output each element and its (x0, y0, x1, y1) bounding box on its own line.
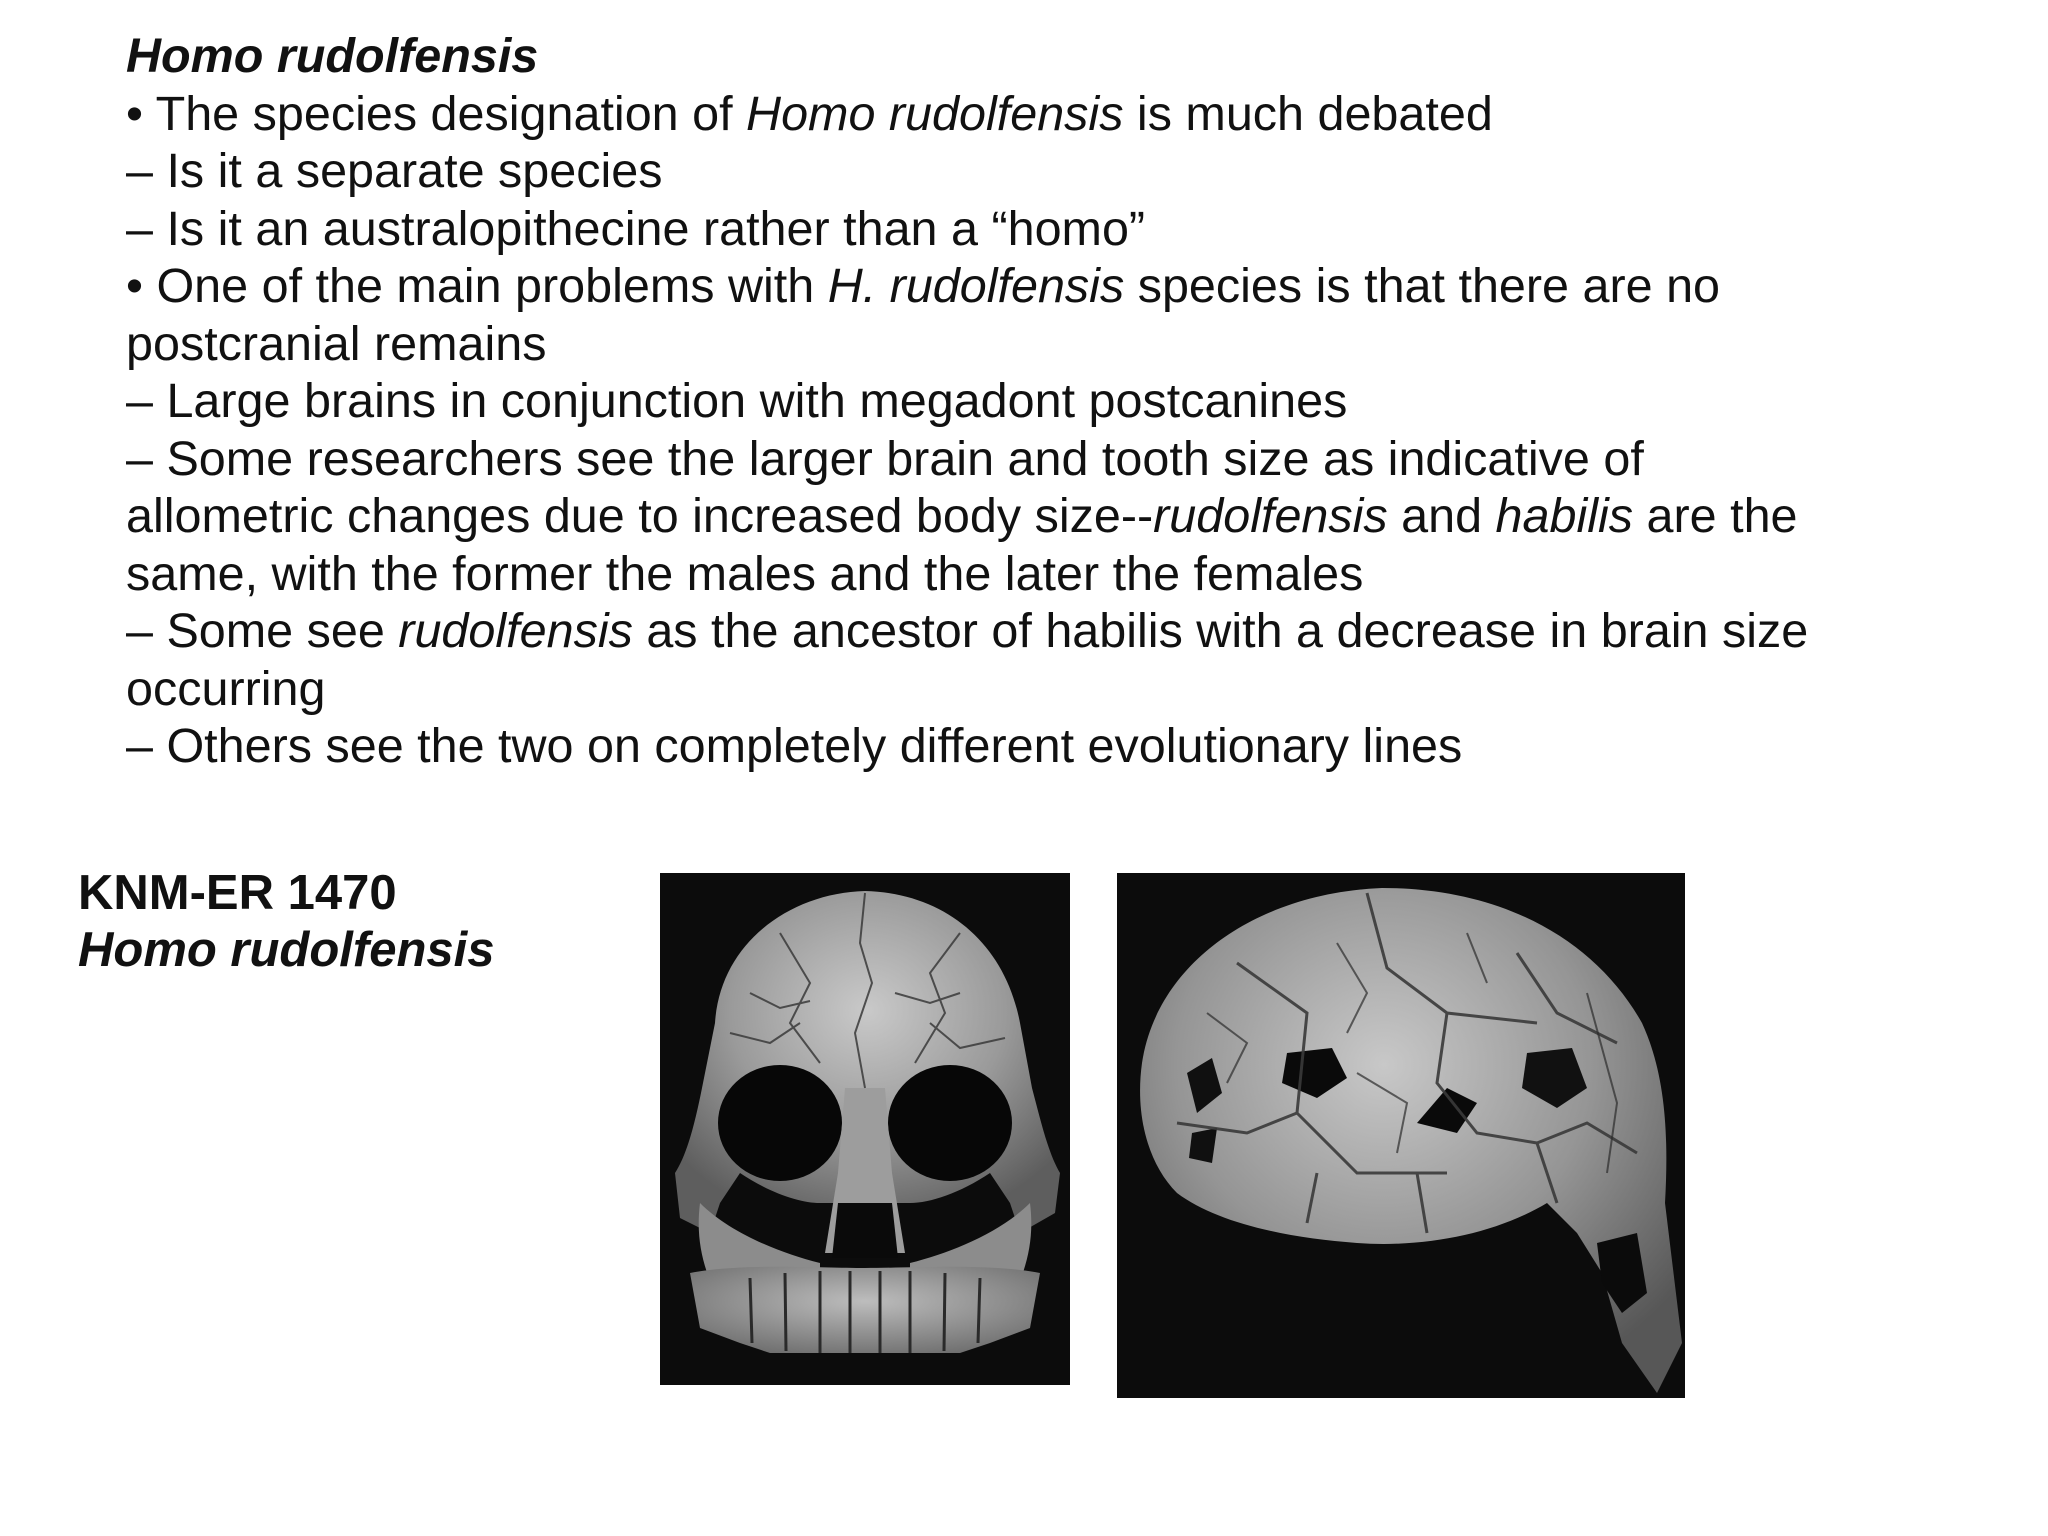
bullet-main-problems (126, 258, 2006, 316)
text-run: same, with the former the males and the later the females (126, 546, 1364, 601)
italic-run: rudolfensis (398, 604, 633, 658)
skull-front-photo (660, 873, 1070, 1385)
italic-run: rudolfensis (1153, 489, 1388, 543)
text-run: postcranial remains (126, 316, 547, 371)
italic-run: habilis (1495, 489, 1634, 543)
skull-front-drawing (660, 873, 1070, 1385)
text-run: – Some researchers see the larger brain and tooth size as indicative of (126, 431, 1644, 486)
text-run: are the (1633, 489, 1798, 543)
subbullet-ancestor (126, 603, 2006, 661)
text-run: • The species designation of (126, 86, 747, 141)
text-run: – Some see (126, 604, 399, 658)
subbullet-australopithecine (126, 201, 2006, 259)
specimen-species: Homo rudolfensis (78, 923, 495, 977)
text-run: occurring (126, 661, 326, 716)
slide-text-block (126, 28, 2006, 776)
subbullet-different-lines (126, 718, 2006, 776)
skull-lateral-photo (1117, 873, 1685, 1398)
bullet-main-problems-cont (126, 316, 2006, 374)
skull-lateral-drawing (1117, 873, 1685, 1398)
italic-run: H. rudolfensis (827, 259, 1125, 313)
italic-run: Homo rudolfensis (746, 86, 1124, 141)
text-run: as the ancestor of habilis with a decrease in brain size (632, 604, 1809, 658)
text-run: allometric changes due to increased body size-- (126, 489, 1154, 543)
text-run: – Is it a separate species (126, 144, 663, 198)
specimen-caption (78, 865, 495, 979)
bullet-species-debated (126, 86, 2006, 144)
subbullet-separate-species (126, 143, 2006, 201)
slide-title: Homo rudolfensis (126, 29, 539, 83)
text-run: • One of the main problems with (126, 259, 828, 313)
subbullet-allometric-cont-2 (126, 546, 2006, 604)
text-run: is much debated (1123, 86, 1493, 141)
subbullet-allometric-cont (126, 488, 2006, 546)
subbullet-allometric (126, 431, 2006, 489)
text-run: and (1387, 489, 1496, 543)
text-run: – Is it an australopithecine rather than a “homo” (126, 201, 1146, 256)
subbullet-ancestor-cont (126, 661, 2006, 719)
subbullet-large-brains (126, 373, 2006, 431)
text-run: species is that there are no (1124, 259, 1721, 313)
text-run: – Large brains in conjunction with megadont postcanines (126, 374, 1348, 428)
specimen-id: KNM-ER 1470 (78, 866, 397, 920)
text-run: – Others see the two on completely different evolutionary lines (126, 719, 1463, 773)
